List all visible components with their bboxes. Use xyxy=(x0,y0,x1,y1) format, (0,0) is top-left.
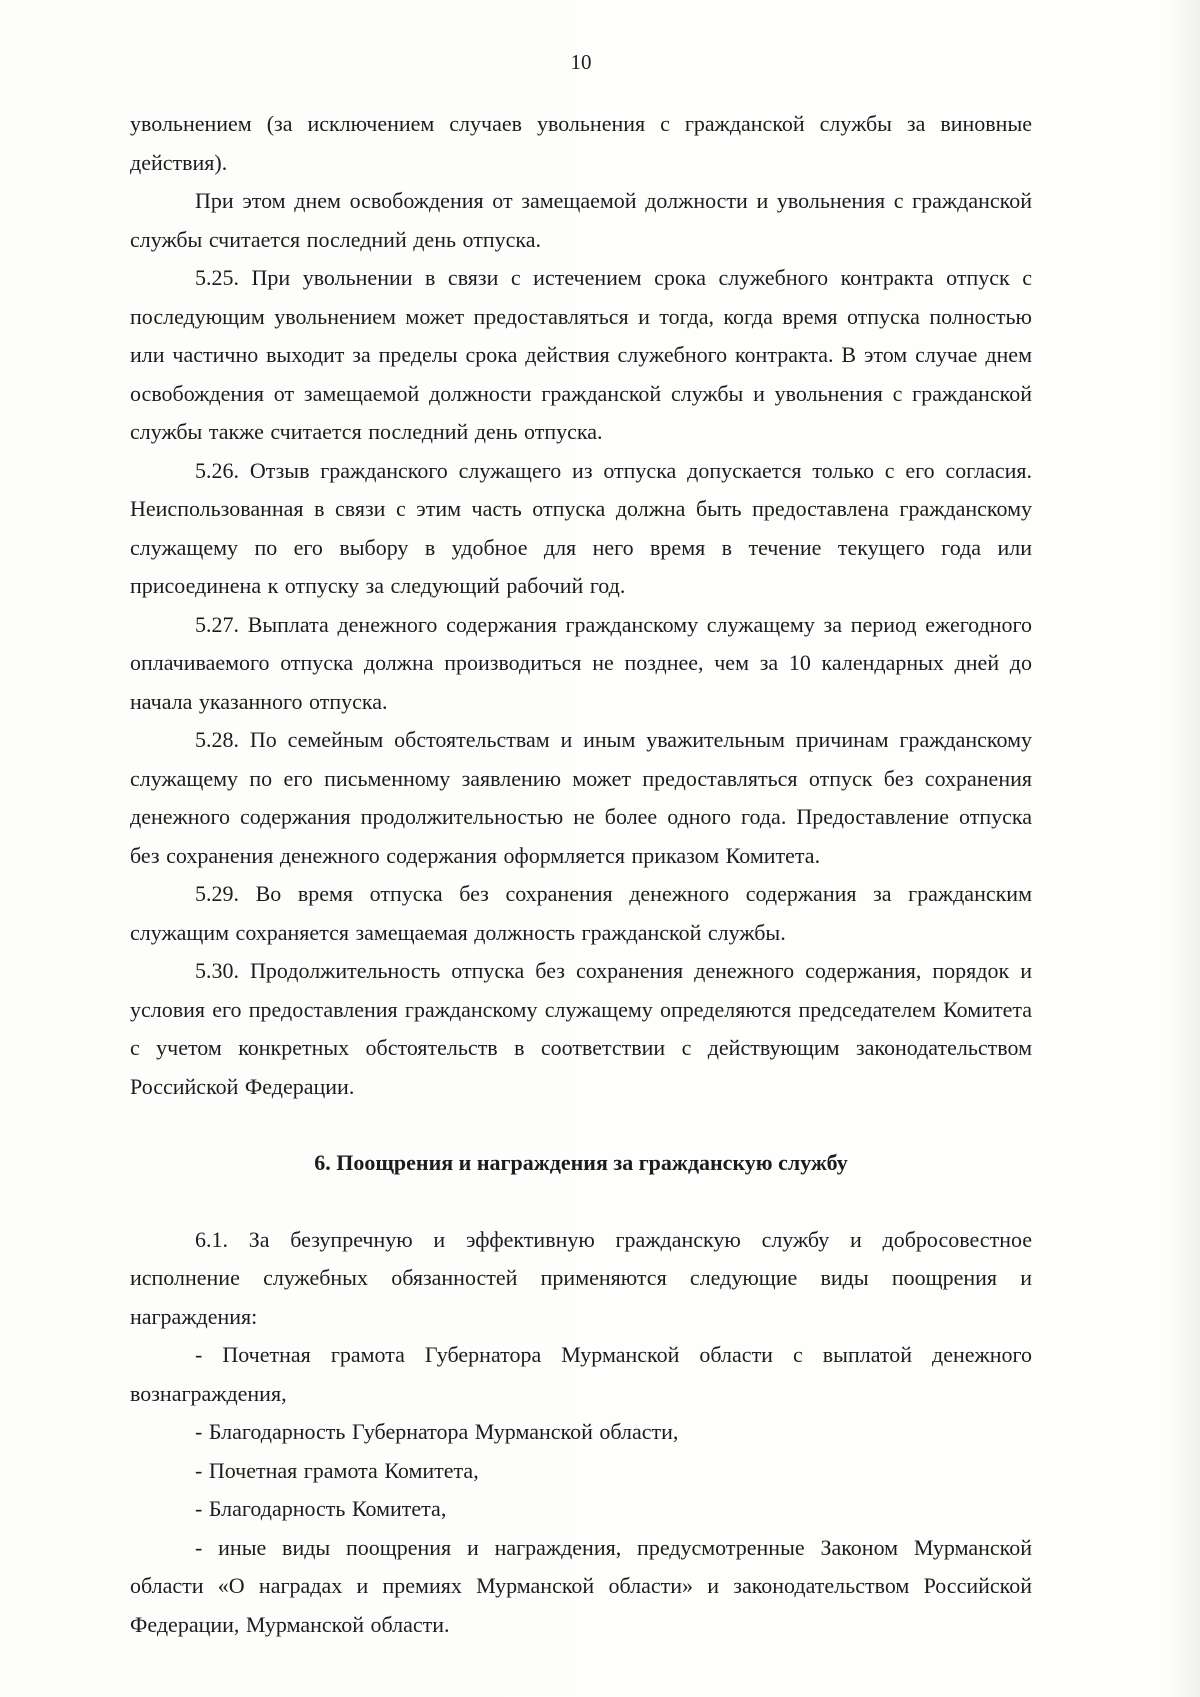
list-item: - Почетная грамота Комитета, xyxy=(195,1457,479,1483)
section-heading: 6. Поощрения и награждения за гражданскую службу xyxy=(314,1150,848,1176)
page-number: 10 xyxy=(570,50,592,74)
list-item: - Благодарность Комитета, xyxy=(195,1496,447,1522)
paragraph: 5.26. Отзыв гражданского служащего из отпуска допускается только с его согласия. Неиспользованная в связи с этим часть отпуска должна быть предоставлена гражданскому служащему по его выбору в удобное для него время в течение текущего года или присоединена к отпуску за следующий рабочий год. xyxy=(130,457,1032,599)
list-item: - Благодарность Губернатора Мурманской области, xyxy=(195,1419,679,1445)
list-item: - иные виды поощрения и награждения, предусмотренные Законом Мурманской области «О наградах и премиях Мурманской области» и законодательством Российской Федерации, Мурманской области. xyxy=(130,1534,1032,1637)
paragraph: 5.25. При увольнении в связи с истечением срока служебного контракта отпуск с последующим увольнением может предоставляться и тогда, когда время отпуска полностью или частично выходит за пределы срока действия служебного контракта. В этом случае днем освобождения от замещаемой должности гражданской службы и увольнения с гражданской службы также считается последний день отпуска. xyxy=(130,265,1032,445)
paragraph: 5.28. По семейным обстоятельствам и иным уважительным причинам гражданскому служащему по его письменному заявлению может предоставляться отпуск без сохранения денежного содержания продолжительностью не более одного года. Предоставление отпуска без сохранения денежного содержания оформляется приказом Комитета. xyxy=(130,727,1032,868)
paragraph: 5.30. Продолжительность отпуска без сохранения денежного содержания, порядок и условия его предоставления гражданскому служащему определяются председателем Комитета с учетом конкретных обстоятельств в соответствии с действующим законодательством Российской Федерации. xyxy=(130,958,1032,1099)
paragraph: 5.29. Во время отпуска без сохранения денежного содержания за гражданским служащим сохраняется замещаемая должность гражданской службы. xyxy=(130,881,1032,945)
paragraph: При этом днем освобождения от замещаемой должности и увольнения с гражданской службы считается последний день отпуска. xyxy=(130,188,1032,252)
paragraph: увольнением (за исключением случаев увольнения с гражданской службы за виновные действия). xyxy=(130,111,1032,175)
list-item: - Почетная грамота Губернатора Мурманской области с выплатой денежного вознаграждения, xyxy=(130,1342,1032,1406)
paragraph: 5.27. Выплата денежного содержания гражданскому служащему за период ежегодного оплачиваемого отпуска должна производиться не позднее, чем за 10 календарных дней до начала указанного отпуска. xyxy=(130,611,1032,714)
paragraph: 6.1. За безупречную и эффективную гражданскую службу и добросовестное исполнение служебных обязанностей применяются следующие виды поощрения и награждения: xyxy=(130,1226,1032,1329)
